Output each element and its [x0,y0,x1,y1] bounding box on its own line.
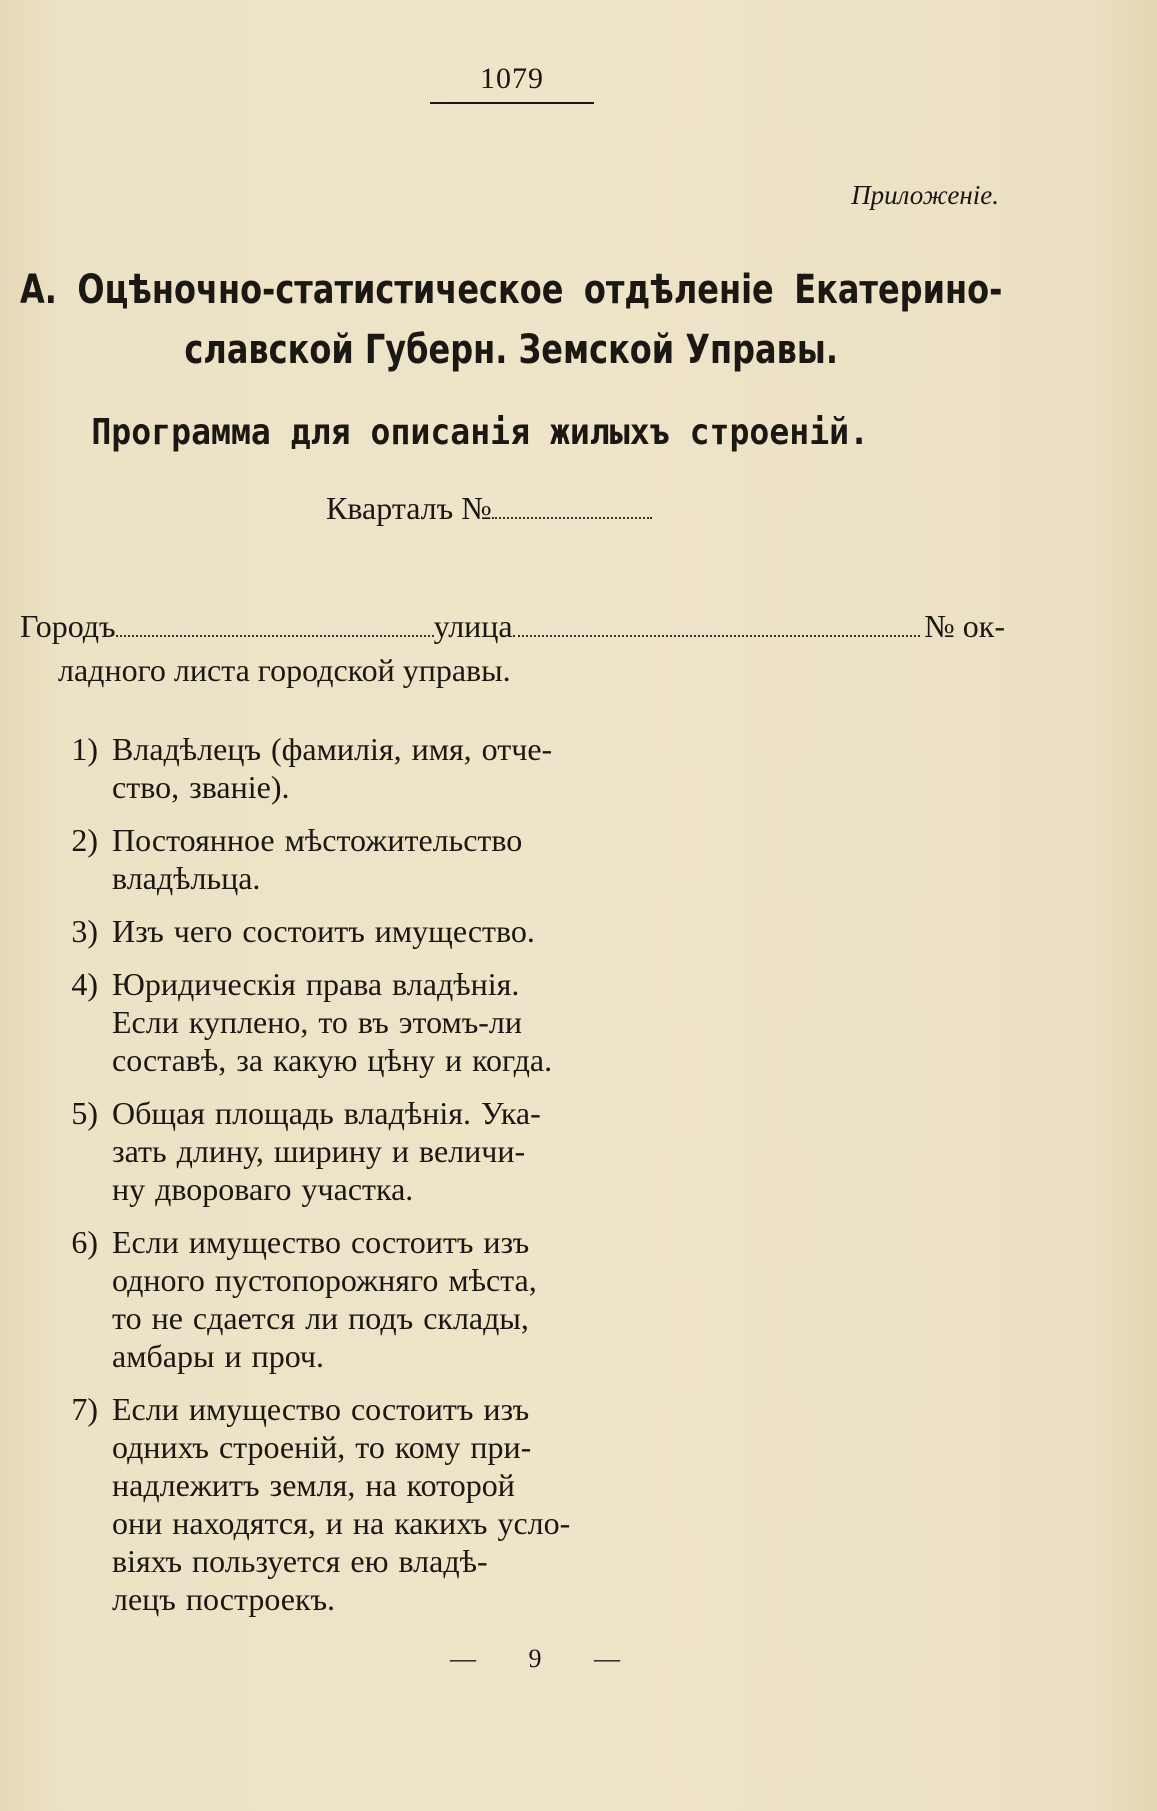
item-line: Юридическія права владѣнія. [112,966,520,1002]
item-number: 4) [71,966,98,1002]
item-line: Если куплено, то въ этомъ-ли [112,1004,523,1040]
ledger-continuation: ладного листа городской управы. [58,652,511,688]
item-number: 3) [71,913,98,949]
section-heading-line-1 [20,260,1002,320]
signature-number: 9 [528,1644,542,1673]
item-line: віяхъ пользуется ею владѣ- [112,1543,488,1579]
item-line: Изъ чего состоитъ имущество. [112,913,535,949]
item-line: владѣльца. [112,860,261,896]
program-title: Программа для описанія жилыхъ строеній. [91,412,870,453]
city-field-line [20,608,1005,645]
item-line: надлежитъ земля, на которой [112,1467,515,1503]
item-text [112,1223,652,1375]
quarter-label: Кварталъ № [326,490,492,526]
item-line: однихъ строеній, то кому при- [112,1429,532,1465]
item-line: Постоянное мѣстожительство [112,822,523,858]
item-number: 2) [71,822,98,858]
item-text [112,1094,652,1208]
item-line: Если имущество состоитъ изъ [112,1224,530,1260]
list-item [40,730,652,806]
page-number-rule [430,102,594,104]
item-line: амбары и проч. [112,1338,324,1374]
street-label: улица [433,608,513,644]
list-item [40,912,652,950]
item-line: составѣ, за какую цѣну и когда. [112,1042,553,1078]
section-letter: А. [20,267,57,313]
item-line: одного пустопорожняго мѣста, [112,1262,537,1298]
signature-dash-right: — [594,1644,620,1673]
quarter-blank-line [492,517,652,519]
heading-word-2: отдѣленіе [583,267,774,313]
item-line: Если имущество состоитъ изъ [112,1391,530,1427]
item-line: Владѣлецъ (фамилія, имя, отче- [112,731,553,767]
item-text [112,730,652,806]
list-item [40,1390,652,1618]
item-line: они находятся, и на какихъ усло- [112,1505,571,1541]
item-line: зать длину, ширину и величи- [112,1133,526,1169]
signature-dash-left: — [450,1644,476,1673]
list-item [40,821,652,897]
list-item [40,1094,652,1208]
quarter-field [326,490,652,527]
city-blank-line [116,635,434,637]
item-text [112,965,652,1079]
item-text [112,821,652,897]
section-heading [20,260,1003,380]
section-heading-line-2: славской Губерн. Земской Управы. [184,327,838,373]
question-list [40,730,652,1618]
item-text [112,1390,652,1618]
item-text [112,912,652,950]
list-item [40,965,652,1079]
item-number: 5) [71,1095,98,1131]
item-line: то не сдается ли подъ склады, [112,1300,529,1336]
heading-word-3: Екатерино- [794,267,1003,313]
appendix-label: Приложеніе. [851,180,999,210]
item-number: 1) [71,731,98,767]
item-number: 6) [71,1224,98,1260]
item-line: ну двороваго участка. [112,1171,414,1207]
city-label: Городъ [20,608,116,644]
heading-word-1: Оцѣночно-статистическое [77,267,564,313]
ledger-number-label: № ок- [924,608,1005,644]
item-number: 7) [71,1391,98,1427]
item-line: Общая площадь владѣнія. Ука- [112,1095,541,1131]
item-line: лецъ построекъ. [112,1581,336,1617]
signature-mark [450,1644,620,1674]
list-item [40,1223,652,1375]
item-line: ство, званіе). [112,769,290,805]
street-blank-line [513,635,921,637]
page-number: 1079 [480,62,544,95]
